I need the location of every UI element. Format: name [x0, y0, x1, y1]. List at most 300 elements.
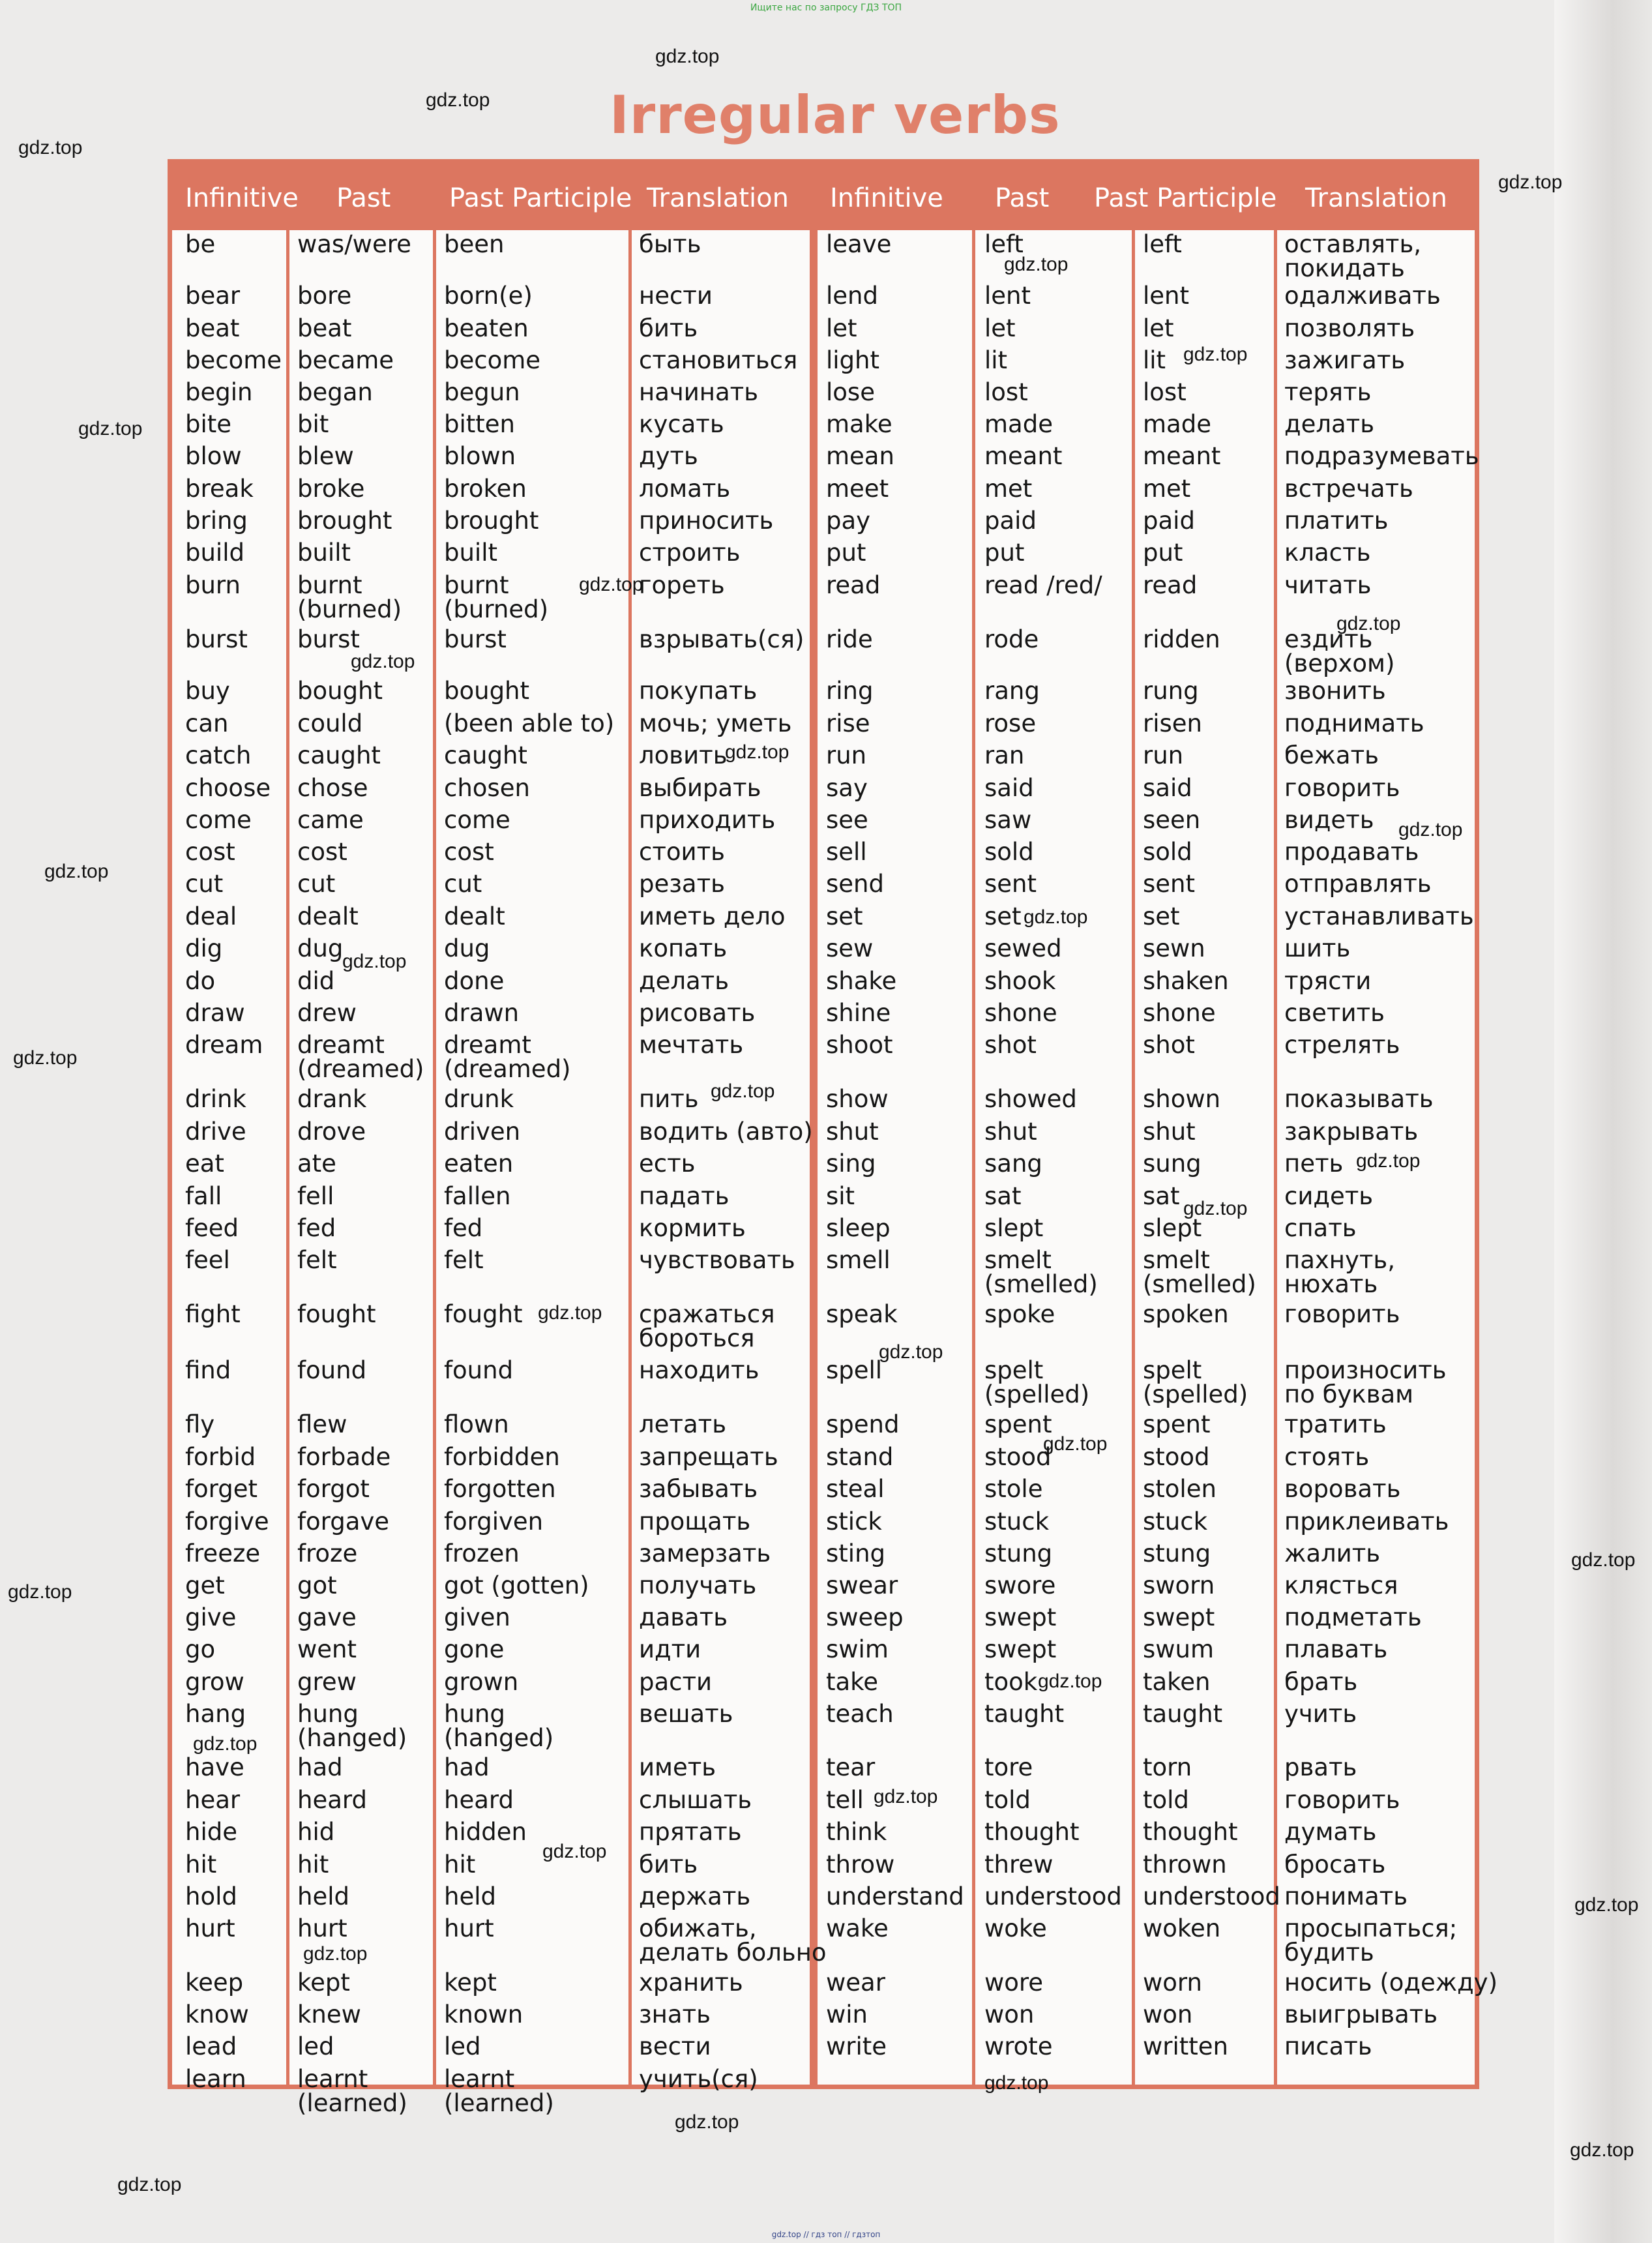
cell-past-participle: become	[444, 346, 541, 374]
cell-translation: вести	[639, 2032, 711, 2060]
watermark-text: gdz.top	[675, 2111, 739, 2133]
cell-past-participle: sat	[1143, 1182, 1180, 1210]
cell-infinitive: wake	[826, 1914, 889, 1942]
cell-infinitive: be	[185, 230, 216, 258]
cell-past: began	[297, 378, 373, 406]
cell-translation: пахнуть, нюхать	[1284, 1246, 1395, 1298]
cell-translation: воровать	[1284, 1475, 1401, 1503]
cell-translation: устанавливать	[1284, 902, 1474, 930]
cell-past-participle: gone	[444, 1635, 505, 1663]
cell-infinitive: dream	[185, 1031, 263, 1059]
cell-translation: падать	[639, 1182, 730, 1210]
cell-translation: одалживать	[1284, 282, 1441, 310]
cell-translation: стоять	[1284, 1443, 1370, 1471]
cell-infinitive: fall	[185, 1182, 222, 1210]
cell-past-participle: burnt (burned)	[444, 571, 549, 623]
cell-past-participle: stuck	[1143, 1508, 1208, 1536]
cell-past: cost	[297, 838, 347, 866]
watermark-text: gdz.top	[1183, 344, 1248, 365]
watermark-text: gdz.top	[1183, 1198, 1248, 1219]
cell-past: stung	[984, 1539, 1053, 1567]
cell-past-participle: burst	[444, 625, 507, 653]
cell-past: took	[984, 1668, 1038, 1696]
table-row-right	[172, 230, 1475, 282]
cell-past-participle: woken	[1143, 1914, 1221, 1942]
cell-past-participle: broken	[444, 475, 527, 503]
cell-past-participle: sold	[1143, 838, 1192, 866]
cell-translation: чувствовать	[639, 1246, 795, 1274]
cell-past-participle: beaten	[444, 314, 529, 342]
cell-past-participle: kept	[444, 1968, 497, 1997]
cell-past-participle: built	[444, 539, 498, 567]
cell-infinitive: do	[185, 967, 216, 995]
cell-infinitive: read	[826, 571, 881, 599]
cell-past: hung (hanged)	[297, 1700, 407, 1752]
cell-past: shut	[984, 1118, 1037, 1146]
cell-translation: терять	[1284, 378, 1372, 406]
header-past-participle-right: Past Participle	[1094, 183, 1277, 213]
cell-past-participle: rung	[1143, 677, 1199, 705]
cell-past-participle: ridden	[1143, 625, 1220, 653]
cell-past-participle: born(e)	[444, 282, 533, 310]
cell-past-participle: risen	[1143, 709, 1202, 737]
cell-past: bore	[297, 282, 352, 310]
cell-past: fell	[297, 1182, 334, 1210]
cell-translation: тратить	[1284, 1410, 1387, 1438]
cell-past-participle: fought	[444, 1300, 523, 1328]
watermark-text: gdz.top	[725, 741, 789, 763]
cell-infinitive: burst	[185, 625, 248, 653]
cell-past: kept	[297, 1968, 350, 1997]
cell-translation: вешать	[639, 1700, 733, 1728]
cell-past: gave	[297, 1603, 357, 1631]
cell-infinitive: shine	[826, 999, 891, 1027]
cell-infinitive: choose	[185, 774, 271, 802]
cell-past: dreamt (dreamed)	[297, 1031, 424, 1083]
cell-translation: строить	[639, 539, 741, 567]
cell-infinitive: go	[185, 1635, 216, 1663]
cell-past-participle: hit	[444, 1850, 476, 1879]
header-past-left: Past	[336, 183, 391, 213]
cell-translation: держать	[639, 1882, 751, 1910]
cell-infinitive: cost	[185, 838, 235, 866]
table-header	[172, 164, 1475, 230]
cell-translation: просыпаться; будить	[1284, 1914, 1458, 1967]
cell-past-participle: flown	[444, 1410, 509, 1438]
watermark-text: gdz.top	[1336, 613, 1401, 634]
cell-infinitive: tear	[826, 1753, 876, 1781]
cell-translation: отправлять	[1284, 870, 1432, 898]
cell-translation: запрещать	[639, 1443, 778, 1471]
cell-infinitive: bring	[185, 507, 248, 535]
cell-past: sold	[984, 838, 1034, 866]
cell-infinitive: sell	[826, 838, 867, 866]
cell-translation: становиться	[639, 346, 798, 374]
cell-past: froze	[297, 1539, 358, 1567]
cell-past-participle: meant	[1143, 442, 1221, 470]
watermark-text: gdz.top	[8, 1581, 72, 1603]
cell-infinitive: know	[185, 2000, 249, 2028]
cell-infinitive: spell	[826, 1356, 883, 1384]
cell-infinitive: say	[826, 774, 868, 802]
cell-translation: летать	[639, 1410, 726, 1438]
cell-past: taught	[984, 1700, 1065, 1728]
cell-translation: учить	[1284, 1700, 1357, 1728]
cell-infinitive: put	[826, 539, 866, 567]
cell-infinitive: find	[185, 1356, 231, 1384]
cell-infinitive: ride	[826, 625, 873, 653]
cell-translation: шить	[1284, 934, 1351, 962]
watermark-text: gdz.top	[342, 951, 407, 972]
cell-past-participle: done	[444, 967, 505, 995]
cell-past: saw	[984, 806, 1032, 834]
cell-translation: выбирать	[639, 774, 761, 802]
cell-past: rose	[984, 709, 1037, 737]
watermark-text: gdz.top	[1356, 1150, 1421, 1172]
cell-past-participle: been	[444, 230, 505, 258]
cell-past: made	[984, 410, 1053, 438]
cell-past-participle: begun	[444, 378, 520, 406]
cell-past-participle: run	[1143, 741, 1184, 769]
cell-past: felt	[297, 1246, 337, 1274]
cell-translation: показывать	[1284, 1085, 1434, 1113]
watermark-text: gdz.top	[1043, 1433, 1108, 1455]
cell-infinitive: swear	[826, 1571, 898, 1599]
cell-infinitive: let	[826, 314, 857, 342]
cell-translation: мечтать	[639, 1031, 744, 1059]
cell-past-participle: sung	[1143, 1150, 1202, 1178]
cell-past-participle: torn	[1143, 1753, 1192, 1781]
cell-infinitive: shoot	[826, 1031, 893, 1059]
cell-translation: читать	[1284, 571, 1372, 599]
cell-translation: хранить	[639, 1968, 743, 1997]
cell-translation: подметать	[1284, 1603, 1422, 1631]
cell-translation: прятать	[639, 1818, 742, 1846]
cell-infinitive: bear	[185, 282, 241, 310]
cell-past: dug	[297, 934, 344, 962]
cell-past: lent	[984, 282, 1031, 310]
cell-past: was/were	[297, 230, 411, 258]
cell-infinitive: can	[185, 709, 229, 737]
cell-past-participle: lent	[1143, 282, 1190, 310]
watermark-text: gdz.top	[1024, 906, 1088, 928]
cell-past-participle: forgiven	[444, 1508, 544, 1536]
cell-past: became	[297, 346, 394, 374]
cell-past: hit	[297, 1850, 329, 1879]
cell-translation: забывать	[639, 1475, 758, 1503]
cell-past-participle: fallen	[444, 1182, 511, 1210]
header-translation-left: Translation	[647, 183, 789, 213]
cell-translation: приносить	[639, 507, 774, 535]
cell-past: set	[984, 902, 1022, 930]
cell-past: left	[984, 230, 1024, 258]
cell-infinitive: teach	[826, 1700, 894, 1728]
cell-past-participle: stung	[1143, 1539, 1211, 1567]
cell-past: flew	[297, 1410, 347, 1438]
cell-past: tore	[984, 1753, 1033, 1781]
header-past-right: Past	[995, 183, 1050, 213]
cell-infinitive: sing	[826, 1150, 876, 1178]
cell-past: heard	[297, 1786, 367, 1814]
watermark-text: gdz.top	[879, 1341, 943, 1363]
watermark-text: gdz.top	[18, 137, 83, 158]
cell-past: stuck	[984, 1508, 1050, 1536]
cell-past-participle: seen	[1143, 806, 1201, 834]
cell-past-participle: learnt (learned)	[444, 2065, 554, 2117]
cell-past: hid	[297, 1818, 335, 1846]
cell-past: thought	[984, 1818, 1080, 1846]
cell-infinitive: give	[185, 1603, 237, 1631]
cell-translation: светить	[1284, 999, 1385, 1027]
cell-translation: петь	[1284, 1150, 1344, 1178]
cell-infinitive: rise	[826, 709, 870, 737]
table-row-right	[172, 1356, 1475, 1408]
cell-past-participle: hidden	[444, 1818, 527, 1846]
cell-infinitive: take	[826, 1668, 879, 1696]
cell-translation: закрывать	[1284, 1118, 1419, 1146]
cell-infinitive: lose	[826, 378, 875, 406]
cell-translation: поднимать	[1284, 709, 1424, 737]
cell-past-participle: smelt (smelled)	[1143, 1246, 1256, 1298]
cell-translation: бить	[639, 1850, 698, 1879]
cell-infinitive: hold	[185, 1882, 237, 1910]
cell-past: wore	[984, 1968, 1044, 1997]
watermark-text: gdz.top	[1398, 819, 1463, 840]
cell-past-participle: let	[1143, 314, 1174, 342]
watermark-text: gdz.top	[1571, 1549, 1636, 1571]
cell-translation: продавать	[1284, 838, 1419, 866]
cell-past: let	[984, 314, 1016, 342]
cell-infinitive: keep	[185, 1968, 244, 1997]
cell-past-participle: taken	[1143, 1668, 1211, 1696]
cell-translation: есть	[639, 1150, 696, 1178]
cell-past: beat	[297, 314, 352, 342]
cell-past-participle: heard	[444, 1786, 514, 1814]
cell-past: forgot	[297, 1475, 370, 1503]
cell-past: went	[297, 1635, 357, 1663]
cell-past-participle: eaten	[444, 1150, 514, 1178]
cell-translation: ездить (верхом)	[1284, 625, 1395, 677]
header-translation-right: Translation	[1305, 183, 1447, 213]
cell-past: slept	[984, 1214, 1044, 1242]
header-infinitive-right: Infinitive	[830, 183, 943, 213]
cell-translation: стоить	[639, 838, 725, 866]
cell-translation: резать	[639, 870, 725, 898]
cell-infinitive: hit	[185, 1850, 217, 1879]
cell-infinitive: sleep	[826, 1214, 891, 1242]
cell-translation: жалить	[1284, 1539, 1381, 1567]
cell-past: cut	[297, 870, 336, 898]
watermark-text: gdz.top	[984, 2072, 1049, 2094]
cell-past-participle: got (gotten)	[444, 1571, 589, 1599]
cell-past-participle: understood	[1143, 1882, 1280, 1910]
cell-infinitive: stand	[826, 1443, 894, 1471]
cell-past: spelt (spelled)	[984, 1356, 1090, 1408]
header-past-participle-left: Past Participle	[449, 183, 632, 213]
cell-past-participle: felt	[444, 1246, 484, 1274]
cell-past: stole	[984, 1475, 1043, 1503]
cell-translation: делать	[1284, 410, 1375, 438]
header-infinitive-left: Infinitive	[185, 183, 299, 213]
cell-past-participle: (been able to)	[444, 709, 615, 737]
cell-infinitive: win	[826, 2000, 868, 2028]
cell-past: spent	[984, 1410, 1052, 1438]
cell-translation: покупать	[639, 677, 758, 705]
cell-past-participle: thrown	[1143, 1850, 1227, 1879]
cell-translation: кормить	[639, 1214, 746, 1242]
watermark-text: gdz.top	[303, 1943, 368, 1965]
cell-infinitive: beat	[185, 314, 240, 342]
cell-translation: гореть	[639, 571, 725, 599]
cell-past: read /red/	[984, 571, 1102, 599]
cell-infinitive: learn	[185, 2065, 246, 2093]
cell-translation: взрывать(ся)	[639, 625, 804, 653]
cell-past: shot	[984, 1031, 1037, 1059]
cell-infinitive: feed	[185, 1214, 239, 1242]
cell-translation: ломать	[639, 475, 731, 503]
cell-translation: рисовать	[639, 999, 756, 1027]
watermark-text: gdz.top	[579, 574, 643, 595]
cell-infinitive: eat	[185, 1150, 224, 1178]
cell-infinitive: spend	[826, 1410, 900, 1438]
cell-infinitive: grow	[185, 1668, 244, 1696]
cell-past-participle: swept	[1143, 1603, 1215, 1631]
cell-infinitive: stick	[826, 1508, 882, 1536]
cell-infinitive: think	[826, 1818, 887, 1846]
cell-past: could	[297, 709, 363, 737]
cell-past: chose	[297, 774, 368, 802]
cell-past: built	[297, 539, 351, 567]
cell-past: held	[297, 1882, 349, 1910]
cell-past: put	[984, 539, 1025, 567]
cell-past-participle: frozen	[444, 1539, 520, 1567]
cell-translation: брать	[1284, 1668, 1358, 1696]
cell-infinitive: show	[826, 1085, 889, 1113]
cell-infinitive: shake	[826, 967, 897, 995]
cell-past: had	[297, 1753, 343, 1781]
cell-past: lost	[984, 378, 1028, 406]
watermark-text: gdz.top	[78, 418, 143, 439]
cell-translation: давать	[639, 1603, 728, 1631]
cell-past: found	[297, 1356, 367, 1384]
cell-translation: выигрывать	[1284, 2000, 1438, 2028]
cell-infinitive: sweep	[826, 1603, 904, 1631]
cell-infinitive: sting	[826, 1539, 886, 1567]
cell-infinitive: sew	[826, 934, 874, 962]
cell-translation: встречать	[1284, 475, 1413, 503]
cell-past-participle: come	[444, 806, 510, 834]
cell-translation: говорить	[1284, 1786, 1400, 1814]
cell-past-participle: grown	[444, 1668, 519, 1696]
watermark-text: gdz.top	[711, 1080, 775, 1102]
cell-past-participle: worn	[1143, 1968, 1202, 1997]
top-note: Ищите нас по запросу ГДЗ ТОП	[750, 3, 902, 13]
cell-translation: находить	[639, 1356, 760, 1384]
cell-infinitive: see	[826, 806, 868, 834]
cell-infinitive: set	[826, 902, 863, 930]
watermark-text: gdz.top	[44, 861, 109, 882]
table-row-right	[172, 1246, 1475, 1298]
watermark-text: gdz.top	[13, 1047, 78, 1069]
cell-past-participle: shot	[1143, 1031, 1195, 1059]
cell-past: sang	[984, 1150, 1042, 1178]
cell-past: dealt	[297, 902, 359, 930]
watermark-text: gdz.top	[874, 1786, 938, 1807]
cell-past: rode	[984, 625, 1039, 653]
cell-infinitive: break	[185, 475, 254, 503]
cell-infinitive: feel	[185, 1246, 230, 1274]
watermark-text: gdz.top	[538, 1302, 602, 1324]
cell-past-participle: shaken	[1143, 967, 1229, 995]
cell-translation: подразумевать	[1284, 442, 1479, 470]
cell-past: shone	[984, 999, 1057, 1027]
cell-past-participle: sent	[1143, 870, 1195, 898]
cell-infinitive: buy	[185, 677, 230, 705]
cell-infinitive: burn	[185, 571, 241, 599]
cell-past: drew	[297, 999, 357, 1027]
cell-past-participle: written	[1143, 2032, 1228, 2060]
cell-translation: быть	[639, 230, 701, 258]
cell-translation: пить	[639, 1085, 699, 1113]
cell-past: hurt	[297, 1914, 347, 1942]
cell-past-participle: met	[1143, 475, 1191, 503]
watermark-text: gdz.top	[1498, 171, 1563, 193]
cell-infinitive: forbid	[185, 1443, 256, 1471]
table-row-right	[172, 1702, 1475, 1741]
cell-past: sewed	[984, 934, 1062, 962]
table-row-right	[172, 1914, 1475, 1967]
cell-translation: кусать	[639, 410, 724, 438]
cell-past: brought	[297, 507, 392, 535]
cell-past: met	[984, 475, 1033, 503]
table-row-right	[172, 1302, 1475, 1341]
cell-past-participle: shut	[1143, 1118, 1196, 1146]
cell-past-participle: drunk	[444, 1085, 514, 1113]
cell-infinitive: hang	[185, 1700, 246, 1728]
cell-past: led	[297, 2032, 334, 2060]
cell-translation: прощать	[639, 1508, 751, 1536]
cell-infinitive: swim	[826, 1635, 889, 1663]
cell-infinitive: drink	[185, 1085, 246, 1113]
cell-infinitive: blow	[185, 442, 242, 470]
cell-translation: оставлять, покидать	[1284, 230, 1422, 282]
cell-past: got	[297, 1571, 337, 1599]
cell-translation: дуть	[639, 442, 698, 470]
cell-past: bought	[297, 677, 383, 705]
cell-past-participle: told	[1143, 1786, 1189, 1814]
cell-translation: говорить	[1284, 774, 1400, 802]
cell-infinitive: hear	[185, 1786, 241, 1814]
cell-infinitive: sit	[826, 1182, 855, 1210]
watermark-text: gdz.top	[117, 2174, 182, 2195]
watermark-text: gdz.top	[351, 651, 415, 672]
cell-past: showed	[984, 1085, 1077, 1113]
cell-past: swept	[984, 1603, 1057, 1631]
cell-past: spoke	[984, 1300, 1055, 1328]
cell-past-participle: shone	[1143, 999, 1216, 1027]
cell-past: did	[297, 967, 335, 995]
cell-past-participle: stood	[1143, 1443, 1210, 1471]
cell-infinitive: ring	[826, 677, 874, 705]
cell-infinitive: speak	[826, 1300, 898, 1328]
cell-past-participle: held	[444, 1882, 496, 1910]
cell-translation: стрелять	[1284, 1031, 1400, 1059]
cell-past-participle: lost	[1143, 378, 1187, 406]
cell-infinitive: lend	[826, 282, 878, 310]
cell-past-participle: forbidden	[444, 1443, 560, 1471]
table-row-right	[172, 2034, 1475, 2073]
cell-translation: получать	[639, 1571, 757, 1599]
